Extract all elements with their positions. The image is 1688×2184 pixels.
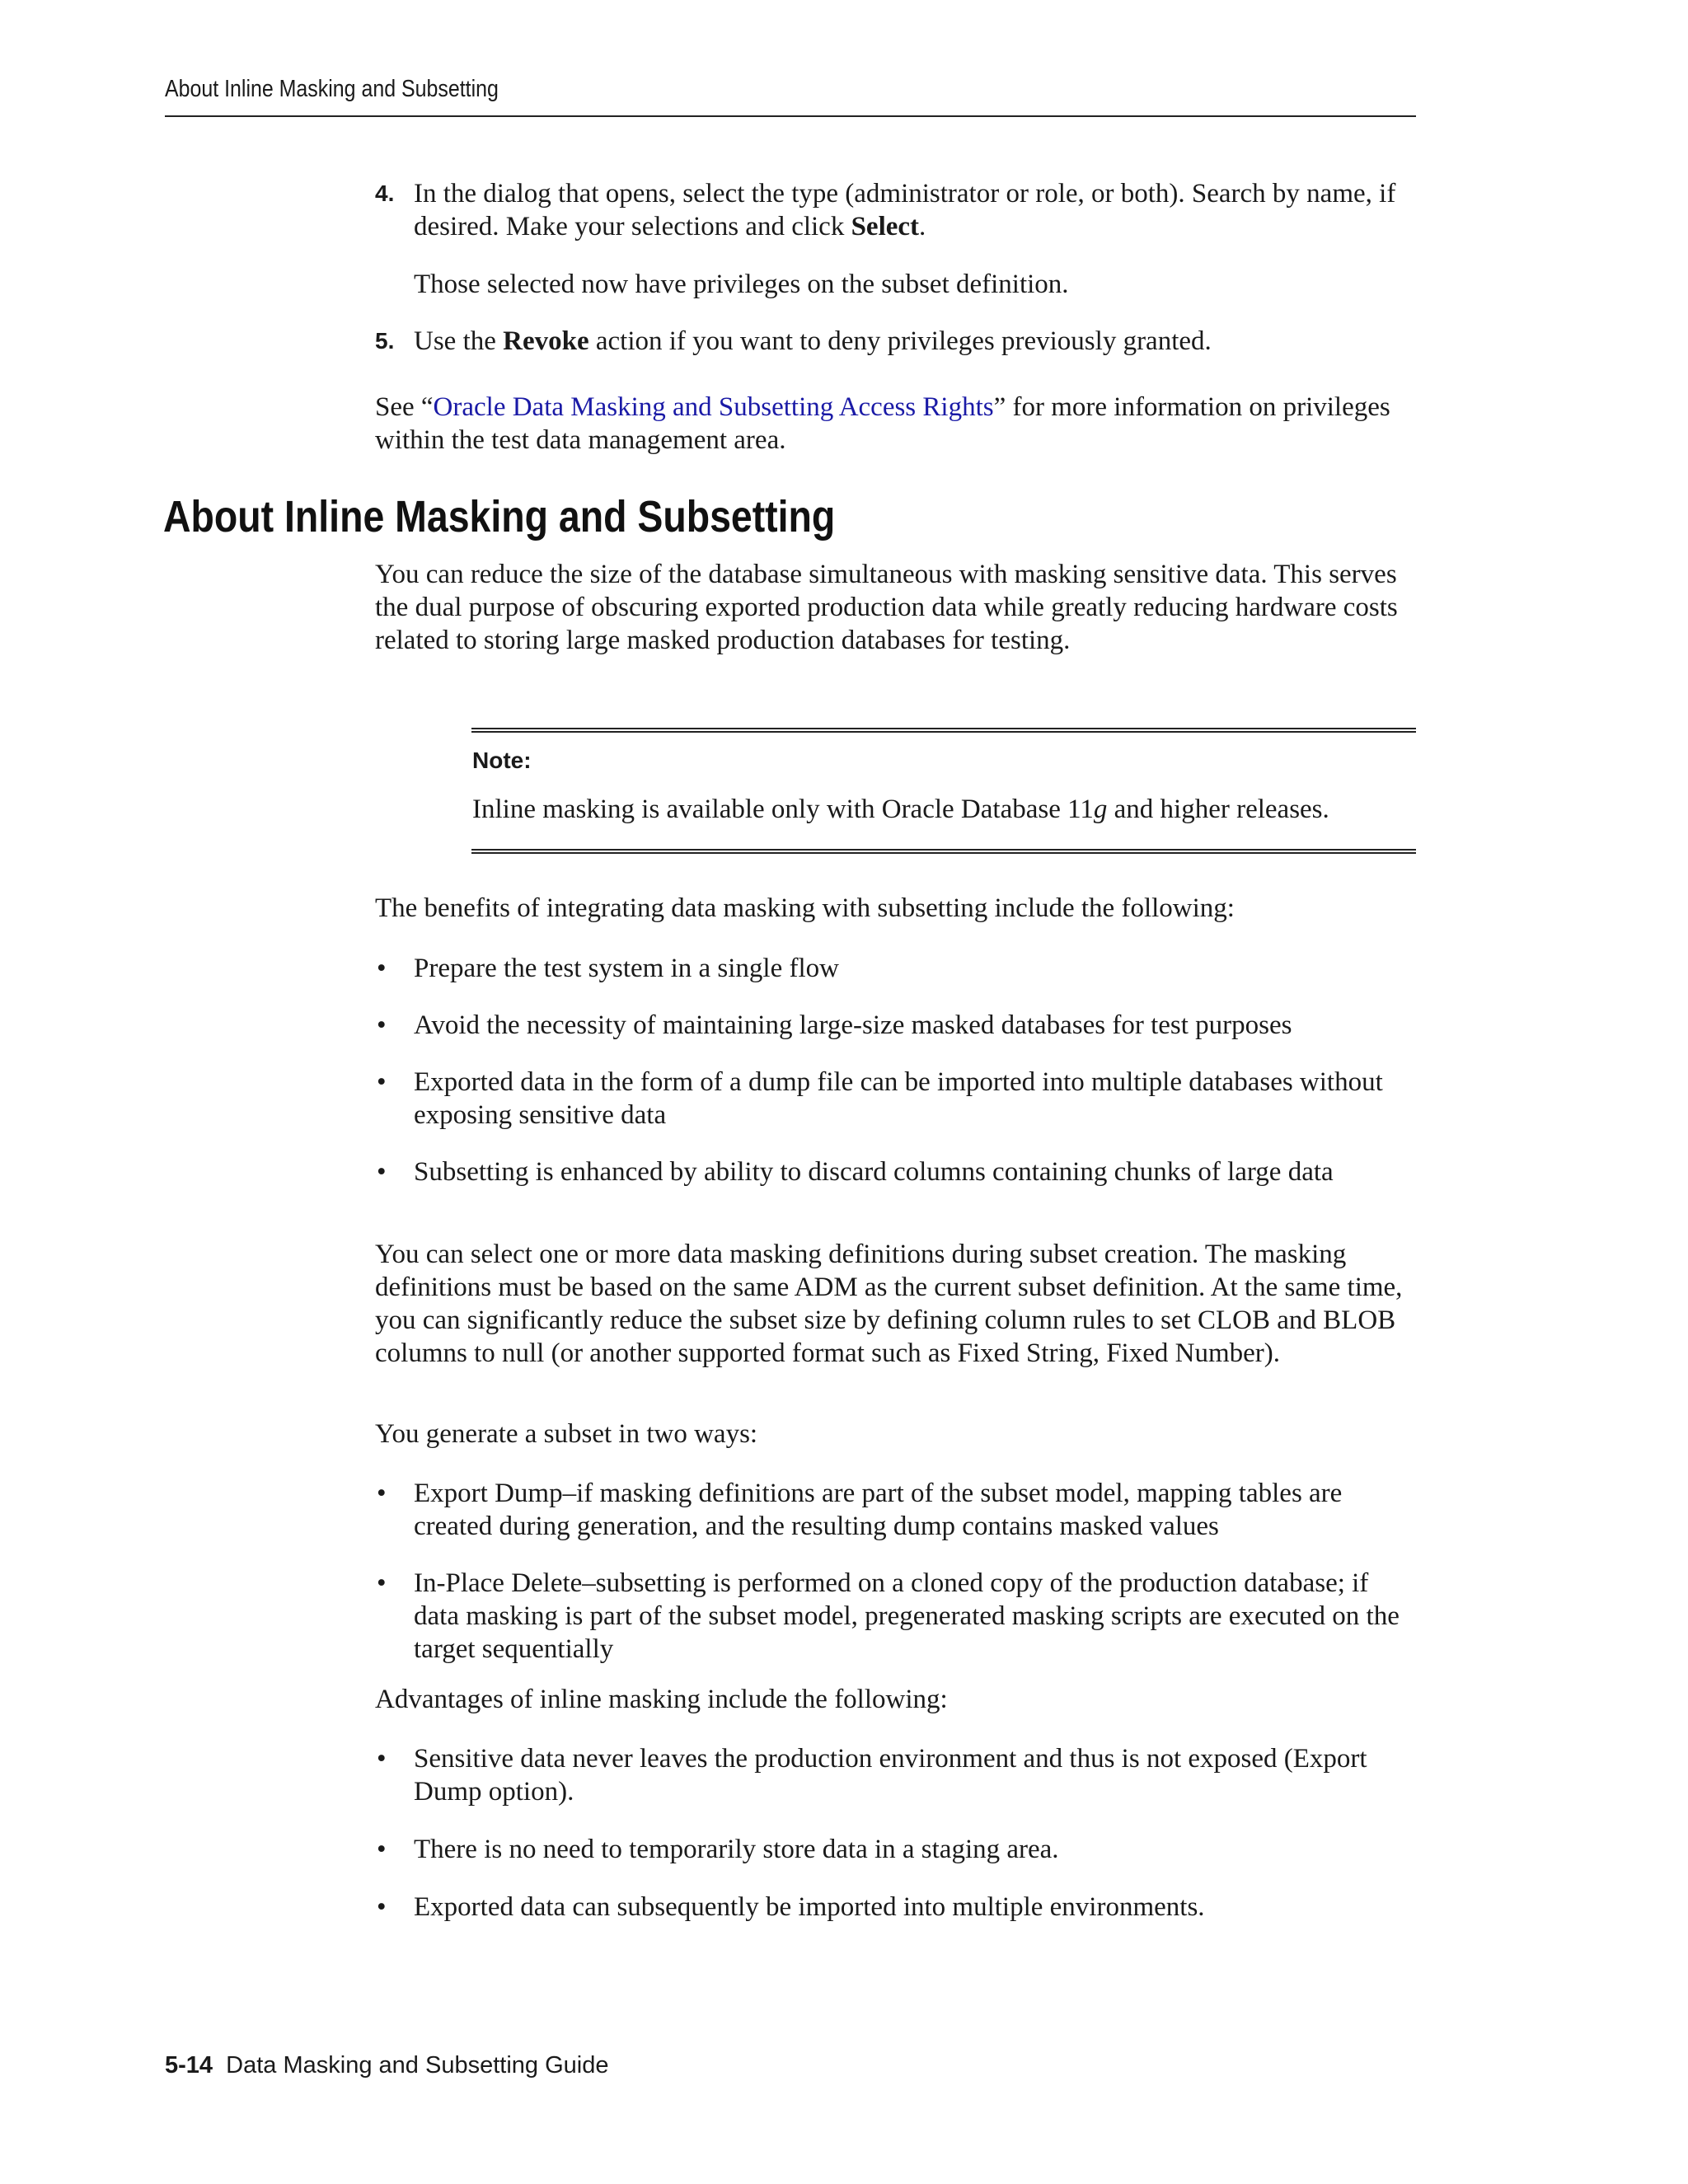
advantages-intro: Advantages of inline masking include the following: — [375, 1685, 948, 1714]
list-item: Exported data in the form of a dump file can be imported into multiple databases without exposing sensitive data — [414, 1067, 1383, 1130]
generate-intro: You generate a subset in two ways: — [375, 1419, 758, 1449]
bullet-icon: • — [377, 1892, 387, 1922]
masking-definitions-paragraph: You can select one or more data masking definitions during subset creation. The masking definitions must be based on the same ADM as the current subset definition. At the same time, you can significantly reduce the subset size by defining column rules to set CLOB and BLOB columns to null (or another supported format such as Fixed String, Fixed Number). — [375, 1240, 1403, 1368]
list-item: Sensitive data never leaves the production environment and thus is not exposed (Export Dump option). — [414, 1744, 1367, 1807]
ui-term-select: Select — [851, 212, 920, 241]
page-footer — [165, 2052, 608, 2079]
bullet-icon: • — [377, 1568, 387, 1598]
section-heading: About Inline Masking and Subsetting — [163, 492, 836, 541]
bullet-icon: • — [377, 1744, 387, 1774]
note-top-rule — [471, 728, 1416, 733]
note-text: Inline masking is available only with Oracle Database 11g and higher releases. — [472, 794, 1329, 824]
list-item: In-Place Delete–subsetting is performed on a cloned copy of the production database; if data masking is part of the subset model, pregenerated masking scripts are executed on the target sequentially — [414, 1568, 1400, 1664]
list-item: Subsetting is enhanced by ability to discard columns containing chunks of large data — [414, 1157, 1334, 1187]
note-bottom-rule — [471, 849, 1416, 854]
ui-term-revoke: Revoke — [503, 326, 589, 356]
section-intro: You can reduce the size of the database simultaneous with masking sensitive data. This serves the dual purpose of obscuring exported production data while greatly reducing hardware costs related to storing large masked production databases for testing. — [375, 560, 1398, 655]
step-text: In the dialog that opens, select the type (administrator or role, or both). Search by name, if desired. Make your selections and click Select. — [414, 179, 1396, 241]
running-header: About Inline Masking and Subsetting — [165, 76, 499, 102]
list-item: Avoid the necessity of maintaining large-size masked databases for test purposes — [414, 1010, 1292, 1040]
list-item: Exported data can subsequently be imported into multiple environments. — [414, 1892, 1205, 1922]
bullet-icon: • — [377, 1479, 387, 1508]
book-title: Data Masking and Subsetting Guide — [226, 2052, 609, 2079]
bullet-icon: • — [377, 1835, 387, 1864]
list-item: Prepare the test system in a single flow — [414, 954, 839, 983]
step-text: Use the Revoke action if you want to deny privileges previously granted. — [414, 326, 1212, 356]
bullet-icon: • — [377, 954, 387, 983]
step-number: 4. — [375, 180, 395, 206]
step-number: 5. — [375, 328, 395, 354]
bullet-icon: • — [377, 1067, 387, 1097]
list-item: There is no need to temporarily store data in a staging area. — [414, 1835, 1059, 1864]
list-item: Export Dump–if masking definitions are part of the subset model, mapping tables are created during generation, and the resulting dump contains masked values — [414, 1479, 1343, 1541]
access-rights-link[interactable]: Oracle Data Masking and Subsetting Access Rights — [433, 392, 994, 422]
see-also-paragraph: See “Oracle Data Masking and Subsetting Access Rights” for more information on privileges within the test data management area. — [375, 392, 1390, 455]
bullet-icon: • — [377, 1010, 387, 1040]
bullet-icon: • — [377, 1157, 387, 1187]
step-followup: Those selected now have privileges on the subset definition. — [414, 269, 1069, 299]
page-number: 5-14 — [165, 2052, 213, 2079]
header-rule — [165, 115, 1416, 117]
note-label: Note: — [472, 748, 532, 773]
benefits-intro: The benefits of integrating data masking with subsetting include the following: — [375, 893, 1235, 923]
